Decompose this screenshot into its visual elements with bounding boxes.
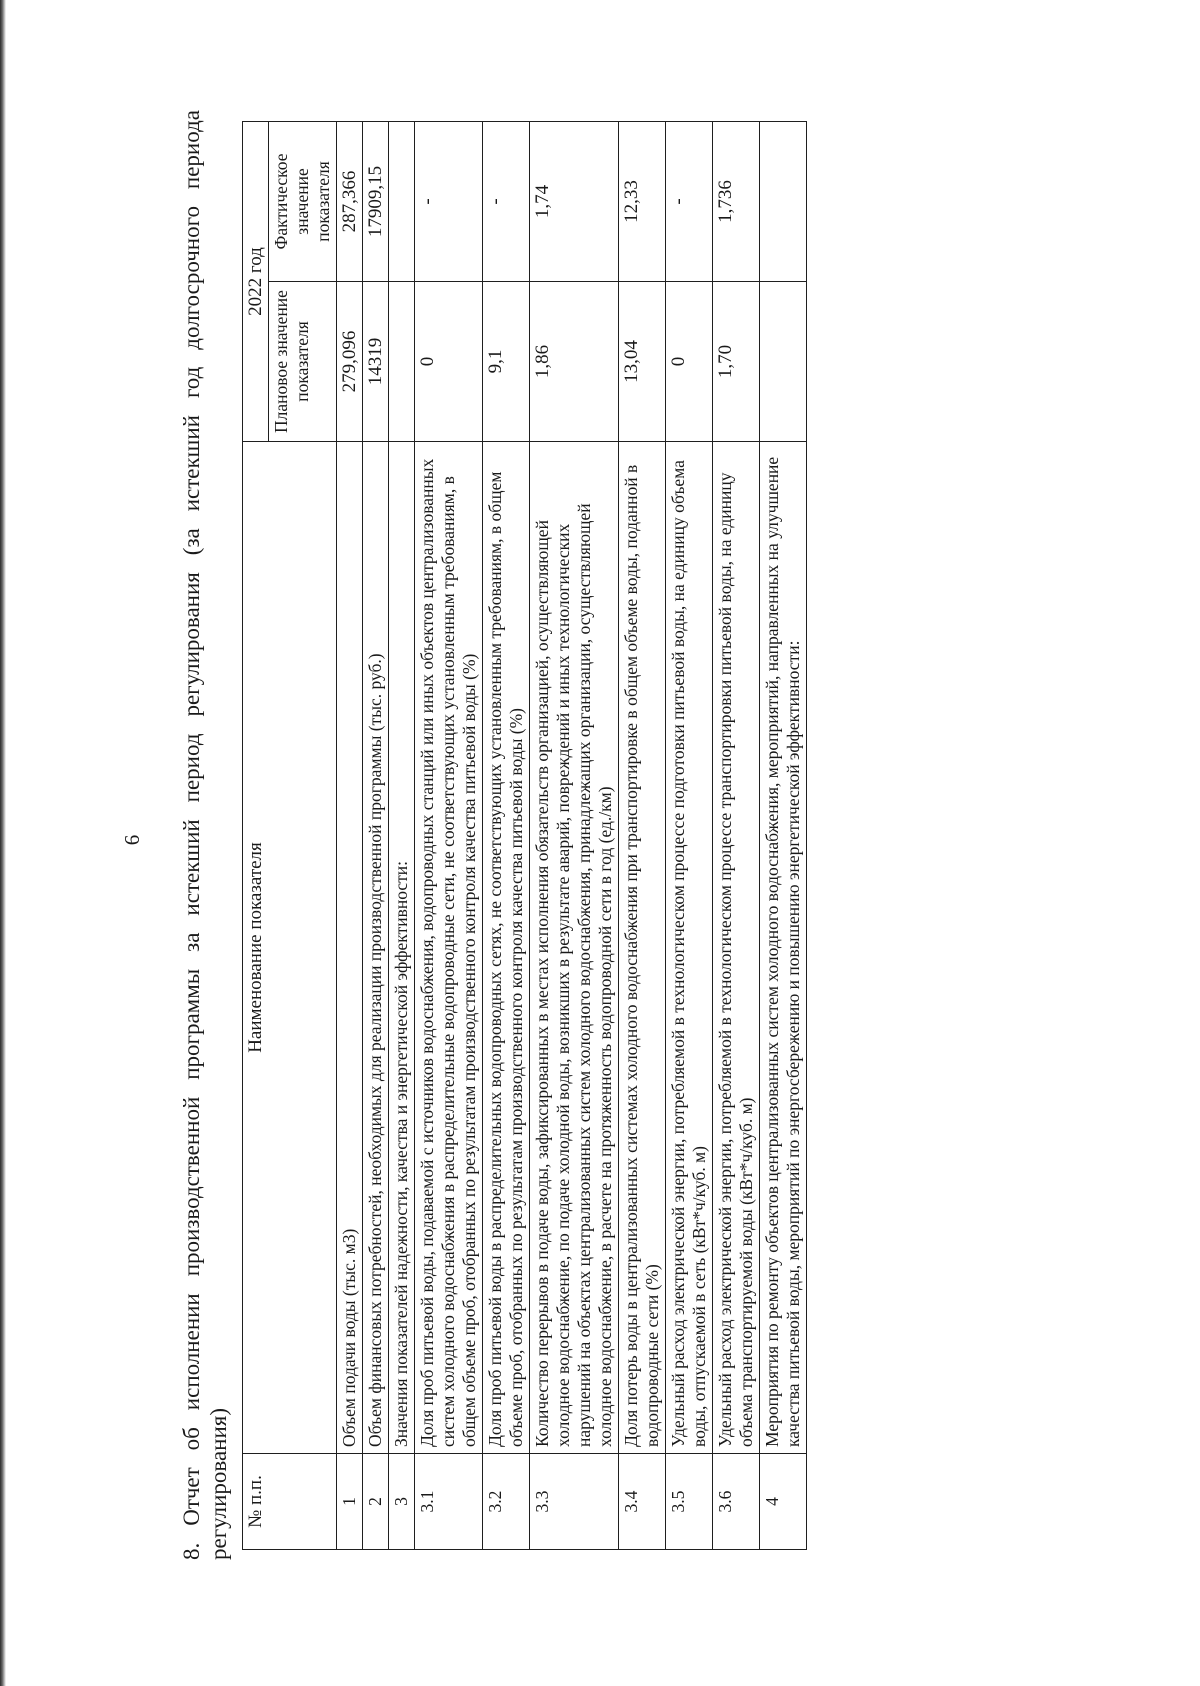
row-plan — [760, 282, 807, 442]
row-name: Доля проб питьевой воды в распределительных водопроводных сетях, не соответствующих установленным требованиям, в общем объеме проб, отобранных по результатам производственного контроля качества питьевой воды (%) — [483, 442, 530, 1454]
row-plan: 279,096 — [337, 282, 363, 442]
row-name: Объем финансовых потребностей, необходимых для реализации производственной программы (тыс. руб.) — [363, 442, 389, 1454]
row-num: 3.6 — [713, 1454, 760, 1550]
header-fact: Фактическое значение показателя — [269, 121, 337, 281]
header-plan: Плановое значение показателя — [269, 282, 337, 442]
table-row — [666, 121, 713, 1549]
row-plan: 13,04 — [619, 282, 666, 442]
row-name: Значения показателей надежности, качества и энергетической эффективности: — [389, 442, 415, 1454]
row-name: Удельный расход электрической энергии, потребляемой в технологическом процессе транспортировки питьевой воды, на единицу объема транспортируемой воды (кВт*ч/куб. м) — [713, 442, 760, 1454]
row-fact: 1,74 — [530, 121, 619, 281]
row-num: 3.1 — [415, 1454, 483, 1550]
header-name: Наименование показателя — [243, 442, 337, 1454]
document-page — [120, 100, 1120, 1580]
page-number: 6 — [120, 834, 144, 846]
row-name: Объем подачи воды (тыс. м3) — [337, 442, 363, 1454]
row-num: 3.2 — [483, 1454, 530, 1550]
table-row — [363, 121, 389, 1549]
row-num: 3.3 — [530, 1454, 619, 1550]
row-plan: 1,70 — [713, 282, 760, 442]
row-name: Доля потерь воды в централизованных системах холодного водоснабжения при транспортировке в общем объеме воды, поданной в водопроводные сети (%) — [619, 442, 666, 1454]
row-fact: 1,736 — [713, 121, 760, 281]
row-num: 3.5 — [666, 1454, 713, 1550]
section-heading: 8. Отчет об исполнении производственной программы за истекший период регулирования (за истекший год долгосрочного периода регулирования) — [179, 110, 231, 1560]
row-fact: - — [415, 121, 483, 281]
row-name: Доля проб питьевой воды, подаваемой с источников водоснабжения, водопроводных станций или иных объектов централизованных систем холодного водоснабжения в распределительные водопроводные сети, не соответствующих установленным требованиям, в общем объеме проб, отобранных по результатам производственного контроля качества питьевой воды (%) — [415, 442, 483, 1454]
row-plan: 1,86 — [530, 282, 619, 442]
row-num: 1 — [337, 1454, 363, 1550]
row-fact: - — [666, 121, 713, 281]
row-num: 4 — [760, 1454, 807, 1550]
table-row — [337, 121, 363, 1549]
row-name: Мероприятия по ремонту объектов централизованных систем холодного водоснабжения, мероприятий, направленных на улучшение качества питьевой воды, мероприятий по энергосбережению и повышению энергетической эффективности: — [760, 442, 807, 1454]
table-row — [389, 121, 415, 1549]
row-plan — [389, 282, 415, 442]
row-plan: 0 — [415, 282, 483, 442]
row-fact: - — [483, 121, 530, 281]
row-num: 3.4 — [619, 1454, 666, 1550]
row-fact: 17909,15 — [363, 121, 389, 281]
table-row — [760, 121, 807, 1549]
row-name: Удельный расход электрической энергии, потребляемой в технологическом процессе подготовки питьевой воды, на единицу объема воды, отпускаемой в сеть (кВт*ч/куб. м) — [666, 442, 713, 1454]
row-plan: 0 — [666, 282, 713, 442]
row-num: 3 — [389, 1454, 415, 1550]
table-row — [619, 121, 666, 1549]
row-fact: 12,33 — [619, 121, 666, 281]
row-name: Количество перерывов в подаче воды, зафиксированных в местах исполнения обязательств организацией, осуществляющей холодное водоснабжение, по подаче холодной воды, возникших в результате аварий, повреждений и иных технологических нарушений на объектах централизованных систем холодного водоснабжения, принадлежащих организации, осуществляющей холодное водоснабжение, в расчете на протяженность водопроводной сети в год (ед./км) — [530, 442, 619, 1454]
row-fact — [389, 121, 415, 281]
row-num: 2 — [363, 1454, 389, 1550]
row-plan: 9,1 — [483, 282, 530, 442]
table-row — [713, 121, 760, 1549]
table-row — [483, 121, 530, 1549]
header-year: 2022 год — [243, 121, 269, 441]
header-num: № п.п. — [243, 1454, 337, 1550]
row-fact — [760, 121, 807, 281]
table-row — [415, 121, 483, 1549]
row-fact: 287,366 — [337, 121, 363, 281]
table-header-row — [243, 121, 269, 1549]
table-row — [530, 121, 619, 1549]
scan-edge — [0, 0, 6, 1686]
production-program-table — [242, 121, 807, 1550]
row-plan: 14319 — [363, 282, 389, 442]
